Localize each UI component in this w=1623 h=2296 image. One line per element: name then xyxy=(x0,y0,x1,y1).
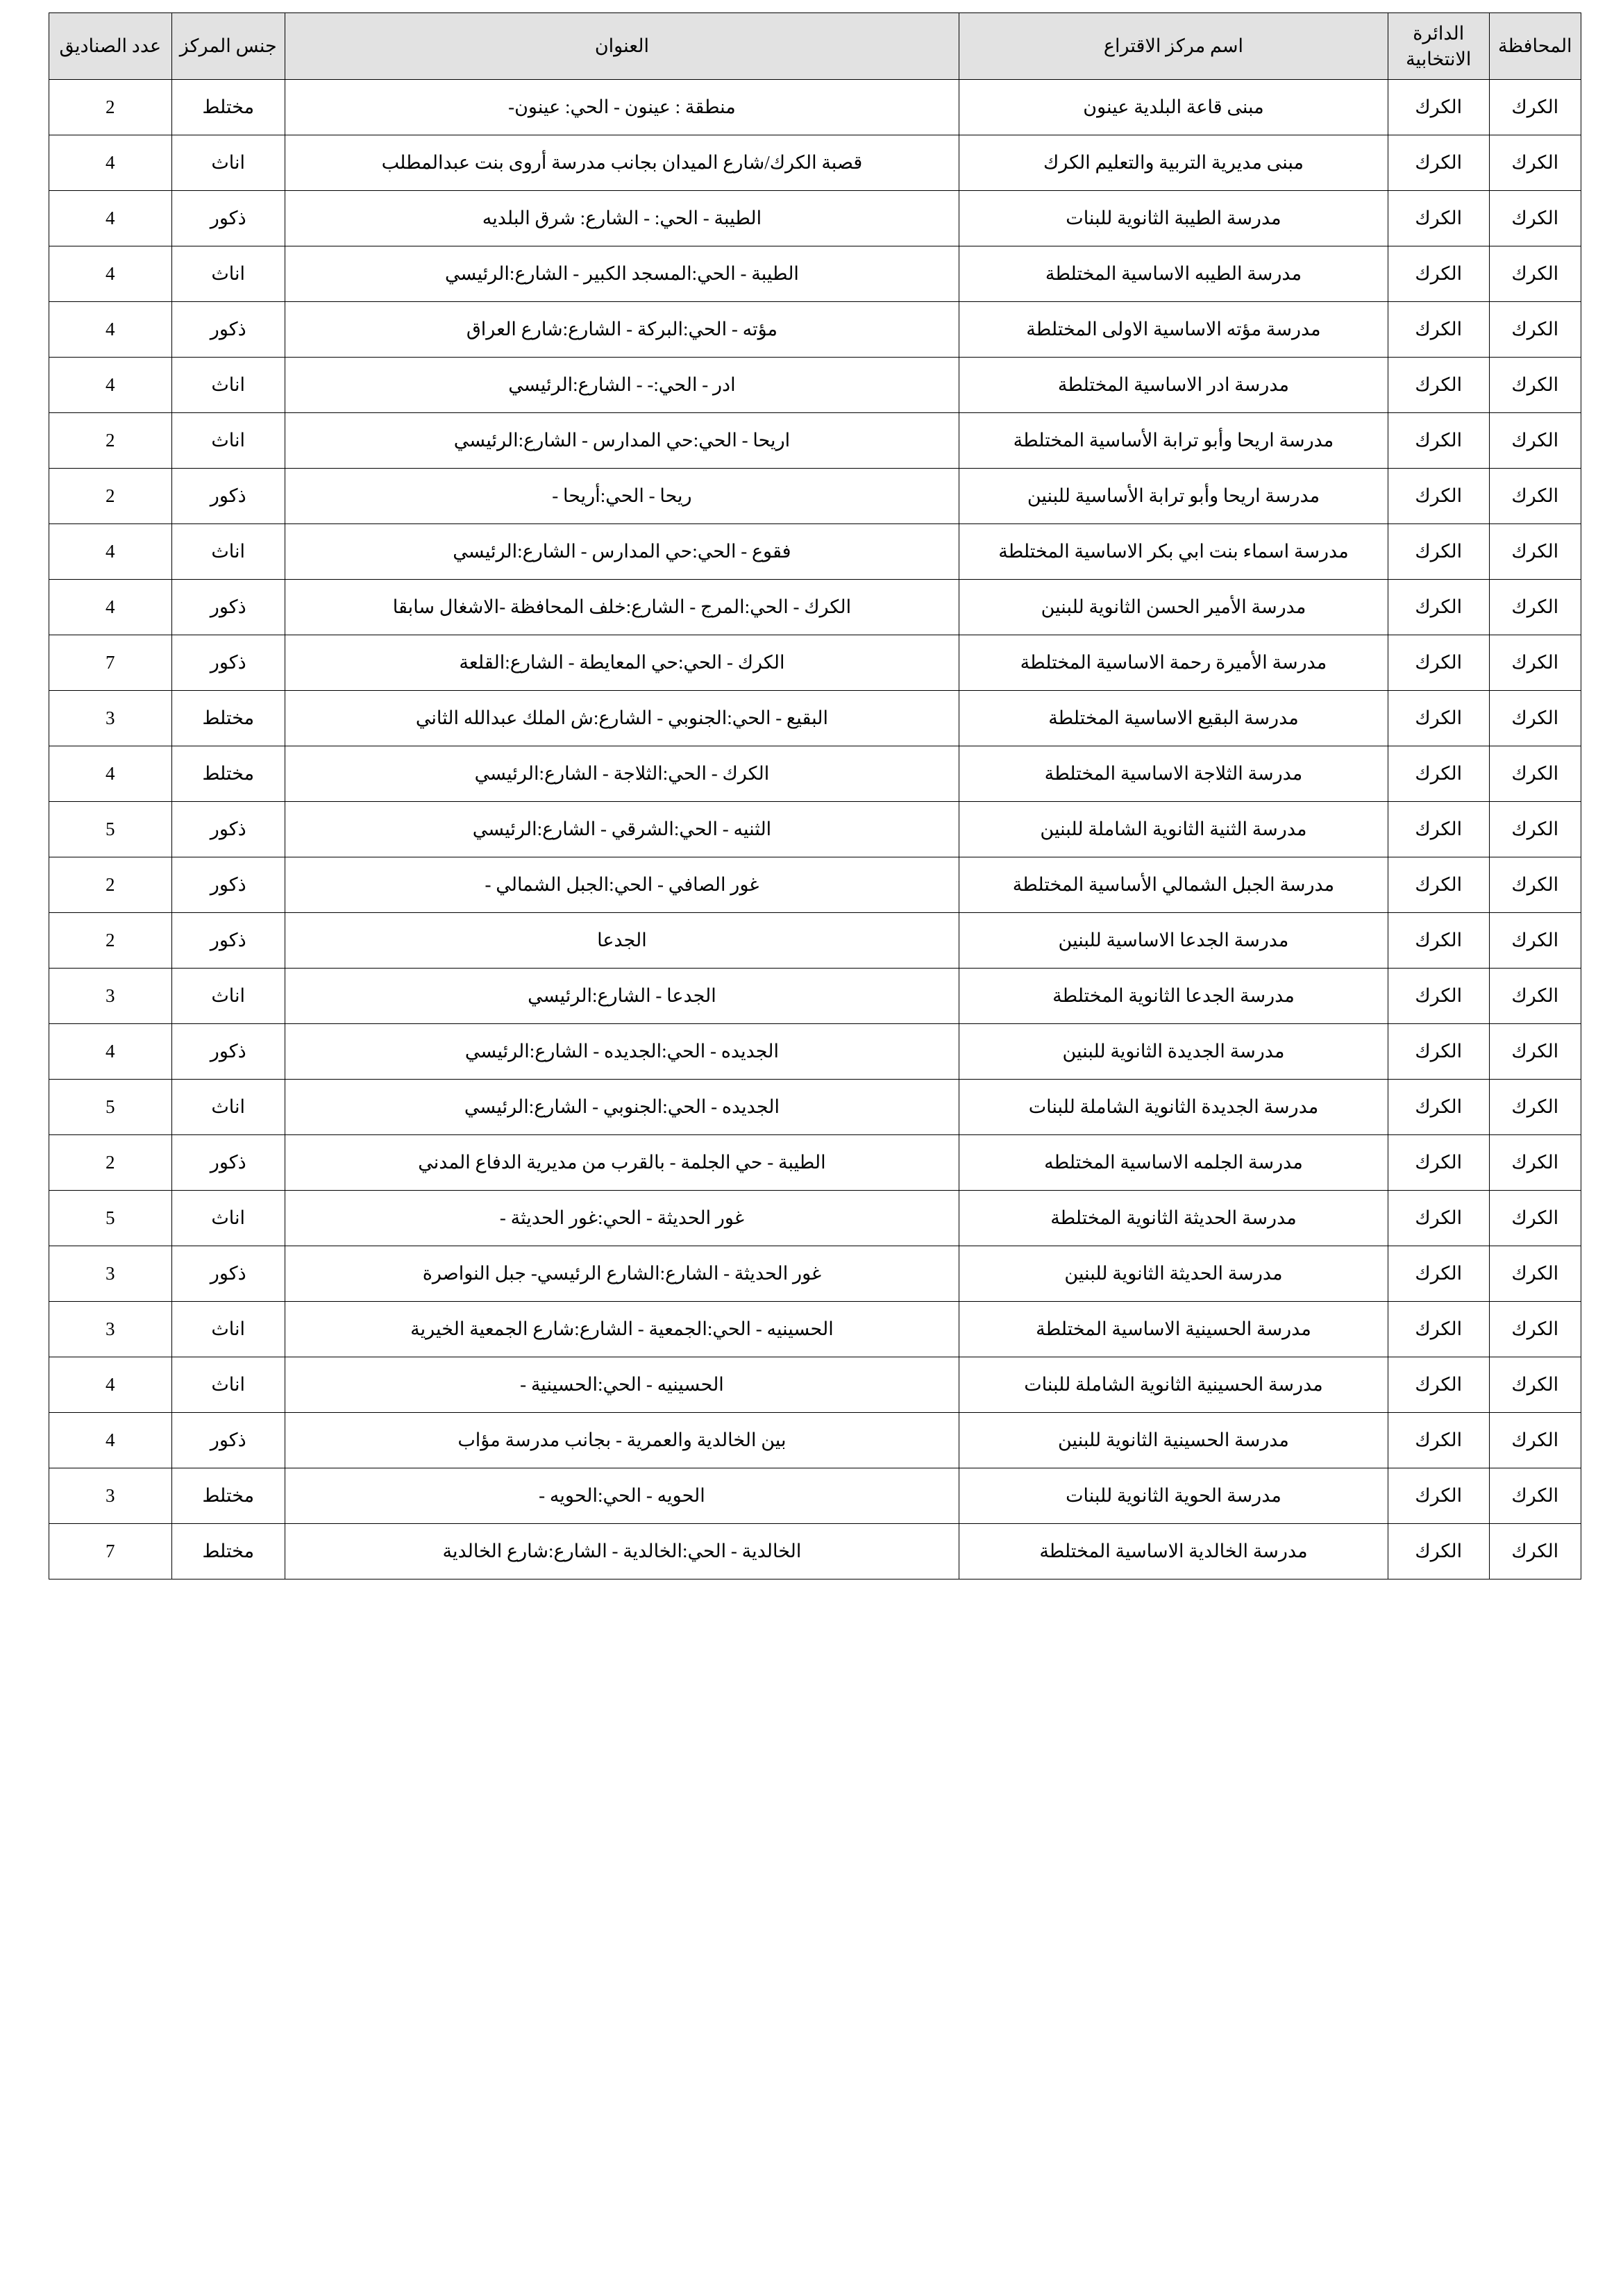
cell-center-name: مدرسة الثنية الثانوية الشاملة للبنين xyxy=(959,802,1388,857)
table-row xyxy=(49,1357,1581,1413)
column-header-center-name: اسم مركز الاقتراع xyxy=(959,13,1388,80)
cell-center-gender: ذكور xyxy=(171,302,285,358)
cell-address: الطيبة - الحي: - الشارع: شرق البلديه xyxy=(285,191,959,246)
table-row xyxy=(49,246,1581,302)
cell-center-name: مدرسة الطيبة الثانوية للبنات xyxy=(959,191,1388,246)
cell-boxes-count: 2 xyxy=(49,857,172,913)
cell-district: الكرك xyxy=(1388,469,1489,524)
cell-center-name: مدرسة الخالدية الاساسية المختلطة xyxy=(959,1524,1388,1579)
cell-governorate: الكرك xyxy=(1489,469,1581,524)
table-row xyxy=(49,80,1581,135)
cell-center-gender: اناث xyxy=(171,969,285,1024)
cell-center-gender: اناث xyxy=(171,413,285,469)
cell-district: الكرك xyxy=(1388,1024,1489,1080)
cell-governorate: الكرك xyxy=(1489,1468,1581,1524)
cell-address: اريحا - الحي:حي المدارس - الشارع:الرئيسي xyxy=(285,413,959,469)
cell-district: الكرك xyxy=(1388,135,1489,191)
cell-center-name: مدرسة البقيع الاساسية المختلطة xyxy=(959,691,1388,746)
cell-center-name: مدرسة اريحا وأبو ترابة الأساسية للبنين xyxy=(959,469,1388,524)
cell-center-gender: اناث xyxy=(171,1357,285,1413)
cell-governorate: الكرك xyxy=(1489,1302,1581,1357)
cell-center-gender: ذكور xyxy=(171,469,285,524)
table-row xyxy=(49,635,1581,691)
cell-boxes-count: 4 xyxy=(49,135,172,191)
cell-address: الجدعا xyxy=(285,913,959,969)
cell-governorate: الكرك xyxy=(1489,1024,1581,1080)
cell-center-gender: مختلط xyxy=(171,1524,285,1579)
cell-center-gender: ذكور xyxy=(171,1135,285,1191)
cell-district: الكرك xyxy=(1388,524,1489,580)
cell-center-name: مدرسة الجبل الشمالي الأساسية المختلطة xyxy=(959,857,1388,913)
table-header-row xyxy=(49,13,1581,80)
cell-district: الكرك xyxy=(1388,691,1489,746)
cell-governorate: الكرك xyxy=(1489,413,1581,469)
cell-address: فقوع - الحي:حي المدارس - الشارع:الرئيسي xyxy=(285,524,959,580)
cell-center-name: مدرسة الطيبه الاساسية المختلطة xyxy=(959,246,1388,302)
cell-boxes-count: 5 xyxy=(49,1191,172,1246)
cell-governorate: الكرك xyxy=(1489,524,1581,580)
cell-governorate: الكرك xyxy=(1489,1135,1581,1191)
cell-governorate: الكرك xyxy=(1489,1191,1581,1246)
cell-district: الكرك xyxy=(1388,580,1489,635)
cell-address: الطيبة - الحي:المسجد الكبير - الشارع:الرئيسي xyxy=(285,246,959,302)
cell-address: مؤته - الحي:البركة - الشارع:شارع العراق xyxy=(285,302,959,358)
cell-center-gender: ذكور xyxy=(171,802,285,857)
polling-centers-table xyxy=(49,12,1581,1579)
cell-address: الجديده - الحي:الجديده - الشارع:الرئيسي xyxy=(285,1024,959,1080)
cell-center-gender: مختلط xyxy=(171,746,285,802)
cell-center-gender: اناث xyxy=(171,358,285,413)
cell-boxes-count: 5 xyxy=(49,802,172,857)
cell-center-gender: ذكور xyxy=(171,635,285,691)
table-row xyxy=(49,802,1581,857)
cell-district: الكرك xyxy=(1388,1357,1489,1413)
table-row xyxy=(49,1024,1581,1080)
table-row xyxy=(49,1468,1581,1524)
cell-address: غور الصافي - الحي:الجبل الشمالي - xyxy=(285,857,959,913)
table-row xyxy=(49,413,1581,469)
cell-governorate: الكرك xyxy=(1489,857,1581,913)
cell-center-gender: مختلط xyxy=(171,1468,285,1524)
table-row xyxy=(49,302,1581,358)
table-row xyxy=(49,746,1581,802)
cell-address: الجديده - الحي:الجنوبي - الشارع:الرئيسي xyxy=(285,1080,959,1135)
cell-center-name: مدرسة الحوية الثانوية للبنات xyxy=(959,1468,1388,1524)
cell-center-name: مدرسة الجدعا الاساسية للبنين xyxy=(959,913,1388,969)
cell-center-gender: اناث xyxy=(171,246,285,302)
cell-district: الكرك xyxy=(1388,358,1489,413)
cell-governorate: الكرك xyxy=(1489,191,1581,246)
cell-district: الكرك xyxy=(1388,1413,1489,1468)
table-row xyxy=(49,1413,1581,1468)
cell-district: الكرك xyxy=(1388,913,1489,969)
cell-boxes-count: 4 xyxy=(49,746,172,802)
cell-center-name: مدرسة الجلمه الاساسية المختلطه xyxy=(959,1135,1388,1191)
cell-boxes-count: 5 xyxy=(49,1080,172,1135)
cell-center-name: مدرسة الحديثة الثانوية للبنين xyxy=(959,1246,1388,1302)
cell-address: منطقة : عينون - الحي: عينون- xyxy=(285,80,959,135)
table-row xyxy=(49,1524,1581,1579)
cell-center-gender: اناث xyxy=(171,1191,285,1246)
cell-boxes-count: 7 xyxy=(49,1524,172,1579)
cell-boxes-count: 4 xyxy=(49,358,172,413)
cell-center-name: مدرسة مؤته الاساسية الاولى المختلطة xyxy=(959,302,1388,358)
cell-address: الحسينيه - الحي:الحسينية - xyxy=(285,1357,959,1413)
cell-center-name: مدرسة الأميرة رحمة الاساسية المختلطة xyxy=(959,635,1388,691)
cell-governorate: الكرك xyxy=(1489,635,1581,691)
table-row xyxy=(49,1302,1581,1357)
cell-boxes-count: 2 xyxy=(49,80,172,135)
cell-district: الكرك xyxy=(1388,302,1489,358)
cell-center-name: مدرسة اريحا وأبو ترابة الأساسية المختلطة xyxy=(959,413,1388,469)
cell-address: البقيع - الحي:الجنوبي - الشارع:ش الملك عبدالله الثاني xyxy=(285,691,959,746)
cell-boxes-count: 4 xyxy=(49,246,172,302)
cell-address: قصبة الكرك/شارع الميدان بجانب مدرسة أروى بنت عبدالمطلب xyxy=(285,135,959,191)
cell-district: الكرك xyxy=(1388,969,1489,1024)
table-row xyxy=(49,1080,1581,1135)
cell-address: الخالدية - الحي:الخالدية - الشارع:شارع الخالدية xyxy=(285,1524,959,1579)
cell-center-gender: اناث xyxy=(171,1080,285,1135)
cell-district: الكرك xyxy=(1388,1080,1489,1135)
table-row xyxy=(49,969,1581,1024)
cell-boxes-count: 4 xyxy=(49,191,172,246)
table-row xyxy=(49,358,1581,413)
cell-district: الكرك xyxy=(1388,635,1489,691)
cell-center-gender: مختلط xyxy=(171,80,285,135)
cell-center-gender: ذكور xyxy=(171,1413,285,1468)
cell-center-gender: اناث xyxy=(171,135,285,191)
cell-address: الجدعا - الشارع:الرئيسي xyxy=(285,969,959,1024)
cell-center-gender: ذكور xyxy=(171,580,285,635)
cell-governorate: الكرك xyxy=(1489,80,1581,135)
cell-center-name: مدرسة الجديدة الثانوية للبنين xyxy=(959,1024,1388,1080)
cell-boxes-count: 3 xyxy=(49,1302,172,1357)
cell-governorate: الكرك xyxy=(1489,1357,1581,1413)
cell-center-name: مدرسة الأمير الحسن الثانوية للبنين xyxy=(959,580,1388,635)
table-row xyxy=(49,580,1581,635)
cell-governorate: الكرك xyxy=(1489,969,1581,1024)
table-row xyxy=(49,691,1581,746)
cell-center-name: مبنى قاعة البلدية عينون xyxy=(959,80,1388,135)
table-header xyxy=(49,13,1581,80)
cell-boxes-count: 3 xyxy=(49,1246,172,1302)
table-row xyxy=(49,857,1581,913)
table-row xyxy=(49,1135,1581,1191)
cell-address: الحسينيه - الحي:الجمعية - الشارع:شارع الجمعية الخيرية xyxy=(285,1302,959,1357)
table-row xyxy=(49,1191,1581,1246)
cell-address: بين الخالدية والعمرية - بجانب مدرسة مؤاب xyxy=(285,1413,959,1468)
cell-address: الكرك - الحي:المرج - الشارع:خلف المحافظة -الاشغال سابقا xyxy=(285,580,959,635)
cell-center-name: مدرسة الجديدة الثانوية الشاملة للبنات xyxy=(959,1080,1388,1135)
cell-boxes-count: 2 xyxy=(49,913,172,969)
cell-district: الكرك xyxy=(1388,1135,1489,1191)
table-row xyxy=(49,191,1581,246)
cell-district: الكرك xyxy=(1388,413,1489,469)
cell-center-name: مدرسة ادر الاساسية المختلطة xyxy=(959,358,1388,413)
cell-governorate: الكرك xyxy=(1489,1246,1581,1302)
cell-governorate: الكرك xyxy=(1489,135,1581,191)
cell-center-name: مدرسة الجدعا الثانوية المختلطة xyxy=(959,969,1388,1024)
table-body xyxy=(49,80,1581,1579)
cell-center-gender: ذكور xyxy=(171,857,285,913)
cell-district: الكرك xyxy=(1388,857,1489,913)
cell-governorate: الكرك xyxy=(1489,802,1581,857)
column-header-district: الدائرة الانتخابية xyxy=(1388,13,1489,80)
cell-boxes-count: 3 xyxy=(49,1468,172,1524)
cell-district: الكرك xyxy=(1388,802,1489,857)
cell-address: الطيبة - حي الجلمة - بالقرب من مديرية الدفاع المدني xyxy=(285,1135,959,1191)
cell-address: غور الحديثة - الشارع:الشارع الرئيسي- جبل النواصرة xyxy=(285,1246,959,1302)
cell-boxes-count: 2 xyxy=(49,413,172,469)
cell-address: الحويه - الحي:الحويه - xyxy=(285,1468,959,1524)
cell-boxes-count: 3 xyxy=(49,969,172,1024)
cell-district: الكرك xyxy=(1388,246,1489,302)
cell-district: الكرك xyxy=(1388,1246,1489,1302)
cell-address: ريحا - الحي:أريحا - xyxy=(285,469,959,524)
cell-district: الكرك xyxy=(1388,1524,1489,1579)
column-header-center-gender: جنس المركز xyxy=(171,13,285,80)
cell-boxes-count: 4 xyxy=(49,580,172,635)
cell-boxes-count: 4 xyxy=(49,1024,172,1080)
table-row xyxy=(49,524,1581,580)
cell-center-name: مبنى مديرية التربية والتعليم الكرك xyxy=(959,135,1388,191)
cell-center-gender: ذكور xyxy=(171,191,285,246)
cell-address: ادر - الحي:- - الشارع:الرئيسي xyxy=(285,358,959,413)
cell-center-name: مدرسة الثلاجة الاساسية المختلطة xyxy=(959,746,1388,802)
cell-boxes-count: 2 xyxy=(49,1135,172,1191)
cell-governorate: الكرك xyxy=(1489,1413,1581,1468)
cell-boxes-count: 3 xyxy=(49,691,172,746)
cell-district: الكرك xyxy=(1388,1191,1489,1246)
cell-boxes-count: 4 xyxy=(49,302,172,358)
table-row xyxy=(49,469,1581,524)
cell-center-gender: مختلط xyxy=(171,691,285,746)
column-header-address: العنوان xyxy=(285,13,959,80)
cell-center-name: مدرسة الحسينية الثانوية الشاملة للبنات xyxy=(959,1357,1388,1413)
cell-boxes-count: 7 xyxy=(49,635,172,691)
cell-governorate: الكرك xyxy=(1489,913,1581,969)
cell-center-gender: ذكور xyxy=(171,1246,285,1302)
column-header-governorate: المحافظة xyxy=(1489,13,1581,80)
cell-center-name: مدرسة الحسينية الثانوية للبنين xyxy=(959,1413,1388,1468)
cell-center-name: مدرسة الحديثة الثانوية المختلطة xyxy=(959,1191,1388,1246)
cell-center-gender: اناث xyxy=(171,1302,285,1357)
cell-boxes-count: 4 xyxy=(49,1357,172,1413)
cell-governorate: الكرك xyxy=(1489,580,1581,635)
cell-district: الكرك xyxy=(1388,746,1489,802)
cell-address: الكرك - الحي:حي المعايطة - الشارع:القلعة xyxy=(285,635,959,691)
cell-boxes-count: 4 xyxy=(49,524,172,580)
cell-district: الكرك xyxy=(1388,80,1489,135)
cell-governorate: الكرك xyxy=(1489,1524,1581,1579)
cell-district: الكرك xyxy=(1388,1468,1489,1524)
cell-governorate: الكرك xyxy=(1489,358,1581,413)
cell-center-name: مدرسة الحسينية الاساسية المختلطة xyxy=(959,1302,1388,1357)
column-header-boxes-count: عدد الصناديق xyxy=(49,13,172,80)
cell-address: الثنيه - الحي:الشرقي - الشارع:الرئيسي xyxy=(285,802,959,857)
cell-center-gender: ذكور xyxy=(171,913,285,969)
cell-governorate: الكرك xyxy=(1489,746,1581,802)
table-row xyxy=(49,135,1581,191)
cell-district: الكرك xyxy=(1388,191,1489,246)
cell-boxes-count: 2 xyxy=(49,469,172,524)
cell-governorate: الكرك xyxy=(1489,1080,1581,1135)
cell-center-name: مدرسة اسماء بنت ابي بكر الاساسية المختلطة xyxy=(959,524,1388,580)
cell-address: الكرك - الحي:الثلاجة - الشارع:الرئيسي xyxy=(285,746,959,802)
cell-boxes-count: 4 xyxy=(49,1413,172,1468)
cell-center-gender: ذكور xyxy=(171,1024,285,1080)
cell-governorate: الكرك xyxy=(1489,691,1581,746)
cell-address: غور الحديثة - الحي:غور الحديثة - xyxy=(285,1191,959,1246)
table-row xyxy=(49,1246,1581,1302)
cell-governorate: الكرك xyxy=(1489,302,1581,358)
table-row xyxy=(49,913,1581,969)
cell-center-gender: اناث xyxy=(171,524,285,580)
cell-governorate: الكرك xyxy=(1489,246,1581,302)
cell-district: الكرك xyxy=(1388,1302,1489,1357)
